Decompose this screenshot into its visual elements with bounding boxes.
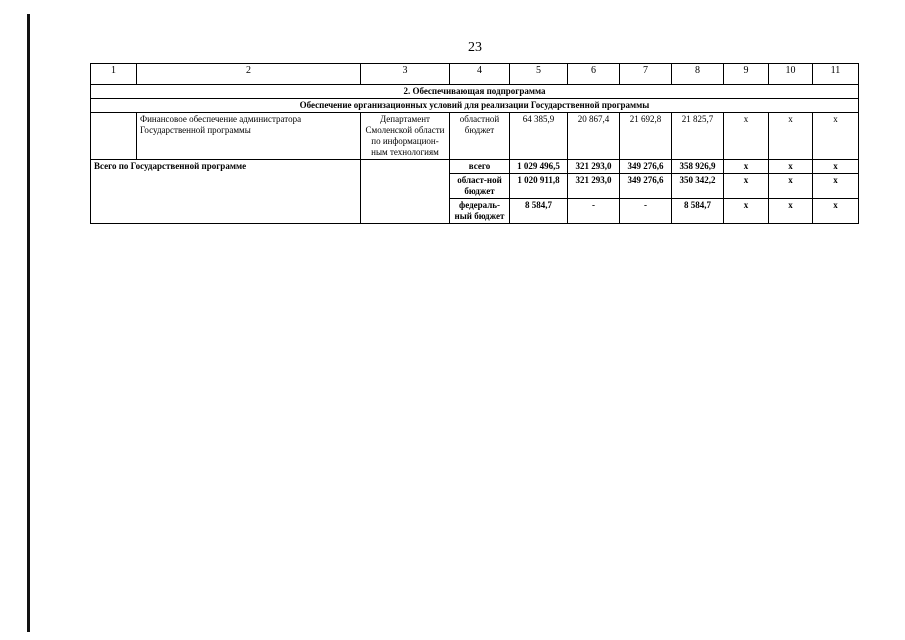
header-cell: 10 xyxy=(769,64,813,85)
header-cell: 5 xyxy=(510,64,568,85)
table-row xyxy=(91,113,859,160)
section-subtitle-row xyxy=(91,99,859,113)
header-cell: 8 xyxy=(672,64,724,85)
table-cell: 21 825,7 xyxy=(672,113,724,160)
table-cell: 21 692,8 xyxy=(620,113,672,160)
scan-edge-line xyxy=(27,14,30,632)
table-cell: Департамент Смоленской области по информацион-ным технологиям xyxy=(361,113,450,160)
table-cell: - xyxy=(568,199,620,224)
section-title-row xyxy=(91,85,859,99)
table-cell: 20 867,4 xyxy=(568,113,620,160)
table-cell: х xyxy=(813,199,859,224)
table-cell: х xyxy=(724,160,769,174)
header-cell: 3 xyxy=(361,64,450,85)
table-cell: х xyxy=(769,113,813,160)
section-subtitle: Обеспечение организационных условий для реализации Государственной программы xyxy=(91,99,859,113)
table-cell: всего xyxy=(450,160,510,174)
table-cell: 349 276,6 xyxy=(620,160,672,174)
table-cell: 350 342,2 xyxy=(672,174,724,199)
header-cell: 2 xyxy=(137,64,361,85)
table-cell: 8 584,7 xyxy=(510,199,568,224)
table-cell: х xyxy=(769,160,813,174)
table-cell: 8 584,7 xyxy=(672,199,724,224)
table-cell: х xyxy=(813,113,859,160)
table-cell: федераль-ный бюджет xyxy=(450,199,510,224)
table-cell xyxy=(361,160,450,224)
table-cell: 1 020 911,8 xyxy=(510,174,568,199)
table-cell xyxy=(91,113,137,160)
header-row xyxy=(91,64,859,85)
header-cell: 7 xyxy=(620,64,672,85)
table-cell: 358 926,9 xyxy=(672,160,724,174)
table-cell: областной бюджет xyxy=(450,113,510,160)
header-cell: 11 xyxy=(813,64,859,85)
table-cell: 1 029 496,5 xyxy=(510,160,568,174)
table-cell: 64 385,9 xyxy=(510,113,568,160)
header-cell: 4 xyxy=(450,64,510,85)
header-cell: 1 xyxy=(91,64,137,85)
table-cell: 321 293,0 xyxy=(568,160,620,174)
budget-table xyxy=(90,63,859,224)
section-title: 2. Обеспечивающая подпрограмма xyxy=(91,85,859,99)
page-number: 23 xyxy=(468,40,482,55)
table-cell: х xyxy=(724,174,769,199)
table-cell: х xyxy=(813,160,859,174)
header-cell: 9 xyxy=(724,64,769,85)
table-row xyxy=(91,160,859,174)
table-cell: 321 293,0 xyxy=(568,174,620,199)
table-cell: 349 276,6 xyxy=(620,174,672,199)
table-cell: х xyxy=(724,199,769,224)
table-cell: област-ной бюджет xyxy=(450,174,510,199)
total-label: Всего по Государственной программе xyxy=(91,160,361,224)
table-cell: - xyxy=(620,199,672,224)
table-cell: х xyxy=(769,199,813,224)
table-cell: х xyxy=(769,174,813,199)
table-cell: Финансовое обеспечение администратора Государственной программы xyxy=(137,113,361,160)
table-cell: х xyxy=(724,113,769,160)
table-cell: х xyxy=(813,174,859,199)
header-cell: 6 xyxy=(568,64,620,85)
